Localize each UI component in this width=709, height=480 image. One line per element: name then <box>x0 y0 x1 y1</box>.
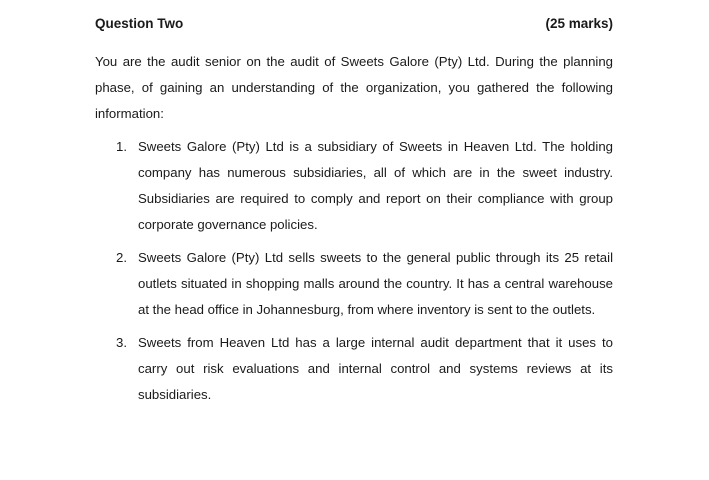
question-marks: (25 marks) <box>545 16 613 31</box>
list-item-number: 1. <box>116 139 127 154</box>
list-item-number: 2. <box>116 250 127 265</box>
list-item <box>95 134 613 238</box>
list-item-text: Sweets Galore (Pty) Ltd is a subsidiary of Sweets in Heaven Ltd. The holding company has numerous subsidiaries, all of which are in the sweet industry. Subsidiaries are required to comply and report on their compliance with group corporate governance policies. <box>138 139 613 232</box>
list-item <box>95 245 613 323</box>
list-item-text: Sweets Galore (Pty) Ltd sells sweets to the general public through its 25 retail outlets situated in shopping malls around the country. It has a central warehouse at the head office in Johannesburg, from where inventory is sent to the outlets. <box>138 250 613 317</box>
intro-paragraph: You are the audit senior on the audit of Sweets Galore (Pty) Ltd. During the planning phase, of gaining an understanding of the organization, you gathered the following information: <box>95 54 613 121</box>
list-item-number: 3. <box>116 335 127 350</box>
information-list <box>95 134 613 408</box>
list-item-text: Sweets from Heaven Ltd has a large internal audit department that it uses to carry out risk evaluations and internal control and systems reviews at its subsidiaries. <box>138 335 613 402</box>
question-heading <box>95 16 613 38</box>
question-title: Question Two <box>95 16 184 31</box>
document-page <box>95 16 613 415</box>
list-item <box>95 330 613 408</box>
